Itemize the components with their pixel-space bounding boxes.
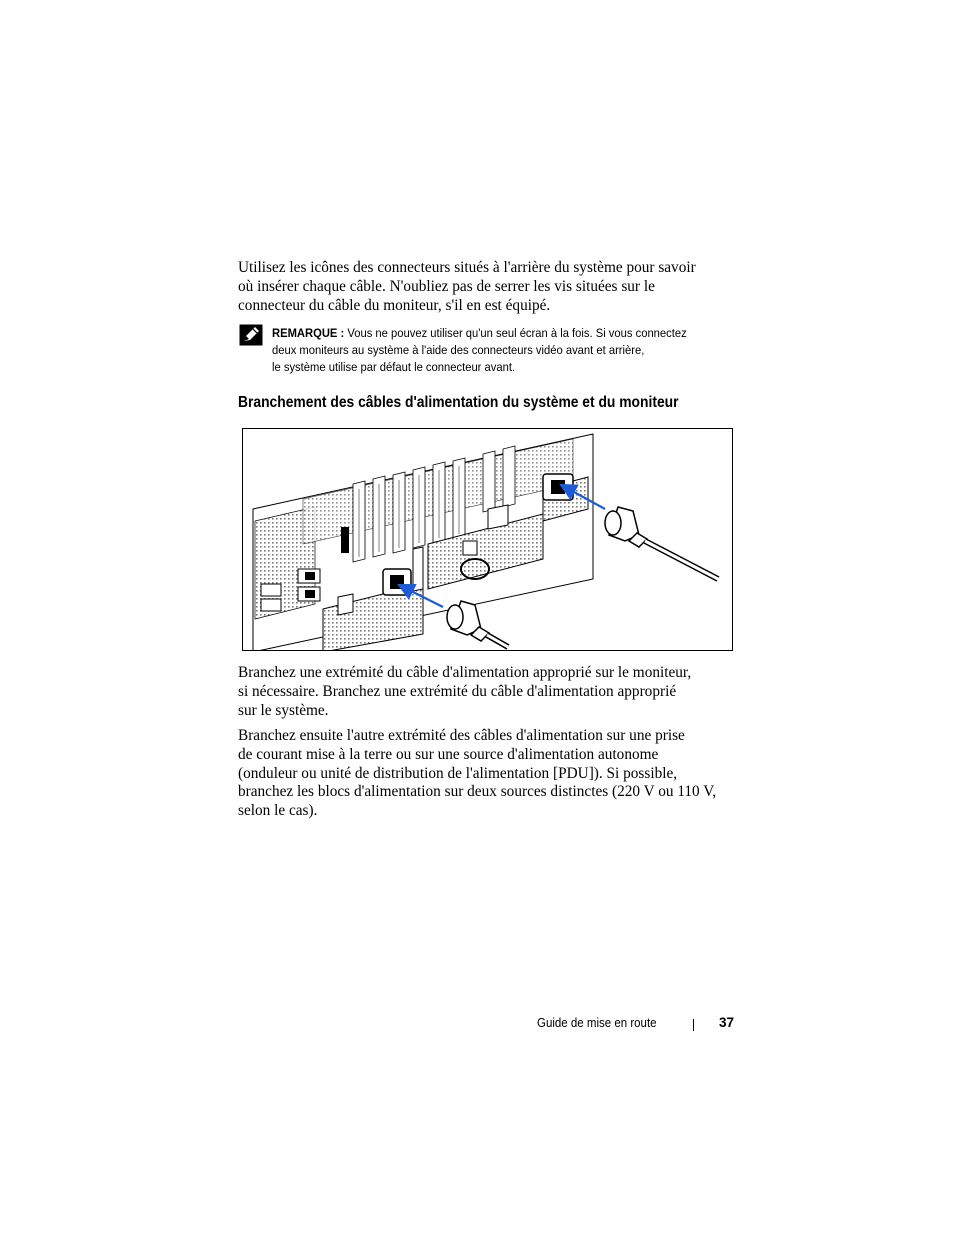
power-cable-illustration <box>242 428 733 651</box>
text-line: Branchez ensuite l'autre extrémité des câbles d'alimentation sur une prise <box>238 727 685 744</box>
text-line: Branchez une extrémité du câble d'alimentation approprié sur le moniteur, <box>238 664 692 681</box>
text-line: sur le système. <box>238 701 329 719</box>
page-number: 37 <box>719 1015 735 1030</box>
text-line: si nécessaire. Branchez une extrémité du câble d'alimentation approprié <box>238 682 677 700</box>
text-line: branchez les blocs d'alimentation sur deux sources distinctes (220 V ou 110 V, <box>238 783 717 801</box>
pencil-note-icon <box>239 324 263 346</box>
text-line: (onduleur ou unité de distribution de l'alimentation [PDU]). Si possible, <box>238 764 678 782</box>
footer-separator <box>693 1019 694 1031</box>
note-text: Vous ne pouvez utiliser qu'un seul écran à la fois. Si vous connectez <box>344 326 687 340</box>
note-block <box>272 325 704 375</box>
power-plug <box>605 507 718 579</box>
power-plug <box>447 601 508 647</box>
text-line: Utilisez les icônes des connecteurs situés à l'arrière du système pour savoir <box>238 259 696 276</box>
note-text: deux moniteurs au système à l'aide des connecteurs vidéo avant et arrière, <box>272 342 645 357</box>
text-line: où insérer chaque câble. N'oubliez pas de serrer les vis situées sur le <box>238 277 655 295</box>
section-heading: Branchement des câbles d'alimentation du système et du moniteur <box>238 394 679 411</box>
body-paragraph <box>238 727 738 821</box>
note-label: REMARQUE : <box>272 326 345 340</box>
text-line: selon le cas). <box>238 802 318 820</box>
note-text: le système utilise par défaut le connecteur avant. <box>272 359 516 374</box>
intro-paragraph <box>238 259 738 315</box>
text-line: connecteur du câble du moniteur, s'il en est équipé. <box>238 296 551 314</box>
footer-title: Guide de mise en route <box>537 1016 657 1030</box>
body-paragraph <box>238 664 738 720</box>
text-line: de courant mise à la terre ou sur une source d'alimentation autonome <box>238 745 659 763</box>
